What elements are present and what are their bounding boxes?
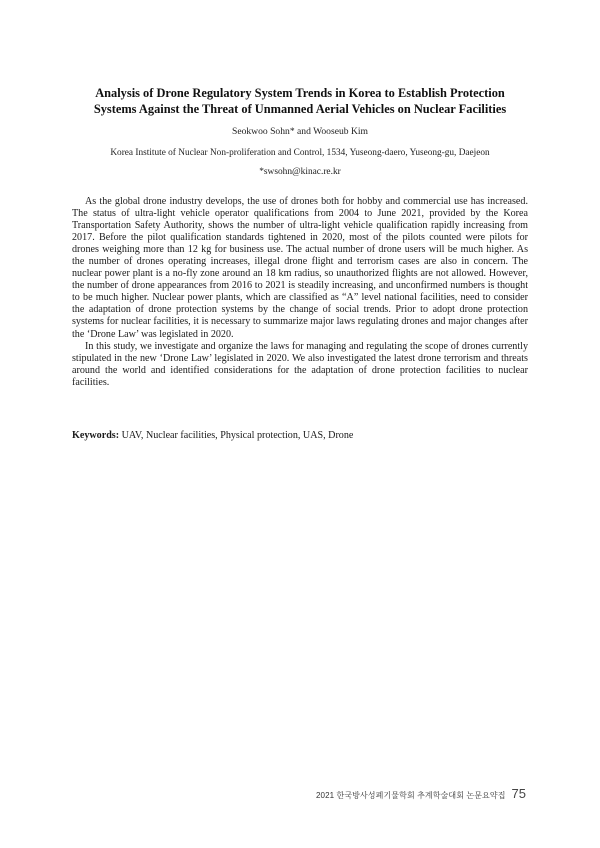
abstract-paragraph-1: As the global drone industry develops, the use of drones both for hobby and commercial use has increased. The status of ultra-light vehicle operator qualifications from 2004 to June 2021, provided by the Korea Transportation Safety Authority, shows the number of ultra-light vehicle qualification rapidly increasing from 2017. Before the pilot qualification standards tightened in 2020, most of the pilots counted were pilots for drones weighing more than 12 kg for business use. The actual number of drone users will be much higher. As the number of drones operating increases, illegal drone flight and terrorism cases are also in concern. The nuclear power plant is a no-fly zone around an 18 km radius, so unauthorized flights are not allowed. However, the number of drone appearances from 2016 to 2021 is steadily increasing, and unconfirmed numbers is thought to be much higher. Nuclear power plants, which are classified as “A” level national facilities, need to consider the adaptation of drone protection systems by the change of social trends. Prior to adopt drone protection systems for nuclear facilities, it is necessary to summarize major laws regulating drones and major changes after the ‘Drone Law’ was legislated in 2020. xyxy=(72,196,528,340)
title-line-1: Analysis of Drone Regulatory System Trends in Korea to Establish Protection xyxy=(95,86,505,100)
title-line-2: Systems Against the Threat of Unmanned Aerial Vehicles on Nuclear Facilities xyxy=(93,101,507,116)
page-footer xyxy=(316,786,526,801)
keywords xyxy=(72,430,528,441)
abstract-paragraph-2: In this study, we investigate and organize the laws for managing and regulating the scope of drones currently stipulated in the new ‘Drone Law’ legislated in 2020. We also investigated the latest drone terrorism and threats around the world and identified considerations for the adaptation of drone protection facilities to nuclear facilities. xyxy=(72,340,528,388)
keywords-list: UAV, Nuclear facilities, Physical protection, UAS, Drone xyxy=(121,430,354,441)
footer-proceedings-title: 2021 한국방사성폐기물학회 추계학술대회 논문요약집 xyxy=(315,791,506,800)
page-number: 75 xyxy=(511,786,526,801)
authors: Seokwoo Sohn* and Wooseub Kim xyxy=(231,126,369,137)
paper-title xyxy=(60,86,540,117)
abstract xyxy=(72,196,528,389)
keywords-label: Keywords: xyxy=(72,430,120,441)
affiliation: Korea Institute of Nuclear Non-proliferation and Control, 1534, Yuseong-daero, Yuseong-gu, Daejeon xyxy=(110,148,490,158)
corresponding-email: *swsohn@kinac.re.kr xyxy=(259,167,341,177)
